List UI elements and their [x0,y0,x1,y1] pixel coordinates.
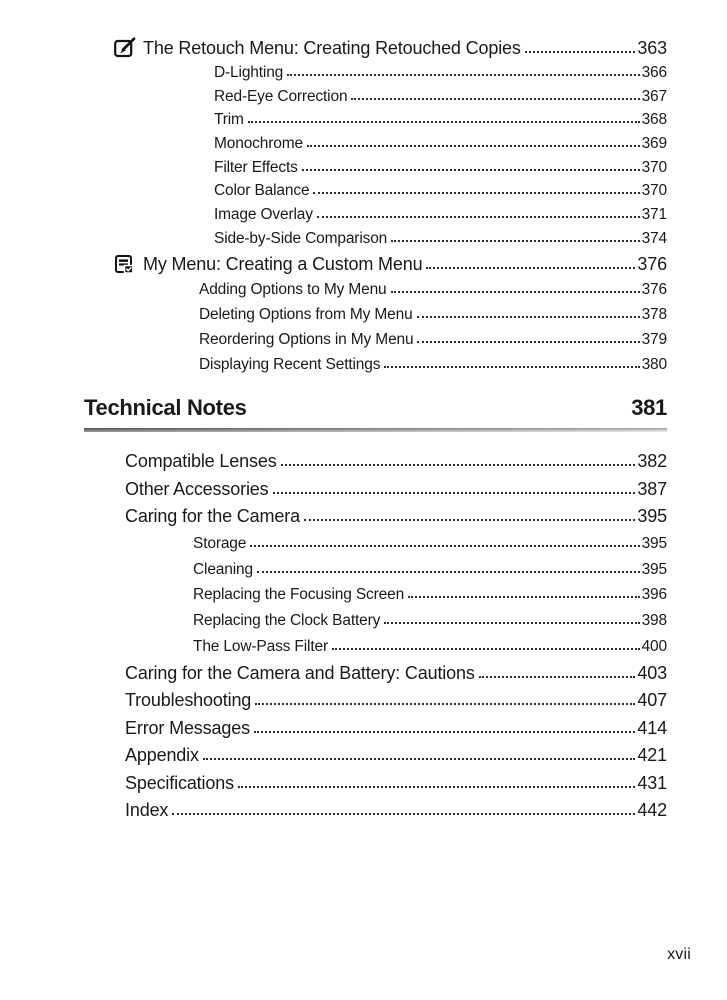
toc-entry-label: Troubleshooting [125,690,252,711]
dot-leader [250,545,639,547]
toc-entry-label: My Menu: Creating a Custom Menu [143,253,423,274]
toc-entry [84,251,667,277]
toc-entry-page-number: 431 [637,772,667,793]
toc-entry [84,35,667,61]
chapter-heading-row [84,395,667,421]
toc-entry [84,448,667,476]
dot-leader [351,98,639,100]
toc-entry [84,687,667,715]
toc-entry [84,156,667,180]
toc-entry [84,557,667,583]
dot-leader [384,622,639,624]
toc-entry-page-number: 378 [641,305,667,323]
toc-entry-label: Cleaning [193,560,253,578]
dot-leader [426,267,635,269]
toc-entry [84,503,667,531]
toc-entry-page-number: 367 [641,87,667,105]
toc-menu-section [84,35,667,377]
toc-entry [84,108,667,132]
dot-leader [417,341,639,343]
toc-entry-label: Replacing the Focusing Screen [193,586,405,604]
toc-entry-label: Compatible Lenses [125,451,277,472]
table-of-contents [84,35,667,825]
toc-chapter-section [84,448,667,824]
dot-leader [257,571,640,573]
toc-entry-label: Side-by-Side Comparison [214,229,388,247]
toc-entry [84,61,667,85]
toc-entry-label: Image Overlay [214,206,313,224]
toc-entry-page-number: 370 [641,158,667,176]
toc-entry-page-number: 407 [637,690,667,711]
toc-entry-page-number: 395 [641,534,667,552]
toc-entry-label: Caring for the Camera [125,506,300,527]
dot-leader [302,169,640,171]
toc-entry-page-number: 382 [637,451,667,472]
toc-entry-label: Red-Eye Correction [214,87,348,105]
toc-entry [84,797,667,825]
toc-entry-label: Filter Effects [214,158,298,176]
dot-leader [408,596,640,598]
toc-entry [84,227,667,251]
my-menu-icon [113,252,137,276]
toc-entry [84,327,667,352]
toc-entry [84,608,667,634]
toc-entry-page-number: 368 [641,111,667,129]
toc-entry-page-number: 376 [637,253,667,274]
toc-entry [84,85,667,109]
dot-leader [248,121,640,123]
dot-leader [391,291,640,293]
dot-leader [287,74,639,76]
dot-leader [203,758,636,760]
toc-entry-label: Displaying Recent Settings [199,356,381,374]
toc-entry-label: Deleting Options from My Menu [199,305,413,323]
toc-entry-page-number: 398 [641,612,667,630]
dot-leader [254,731,635,733]
chapter-title: Technical Notes [84,395,247,421]
toc-entry-label: D-Lighting [214,64,284,81]
toc-entry-page-number: 395 [637,506,667,527]
toc-entry [84,302,667,327]
toc-entry-page-number: 380 [641,356,667,374]
toc-entry-label: Adding Options to My Menu [199,280,387,298]
toc-entry [84,770,667,798]
chapter-page-number: 381 [631,395,667,421]
toc-entry [84,352,667,377]
toc-entry-label: Monochrome [214,135,303,153]
toc-entry [84,660,667,688]
toc-entry [84,634,667,660]
dot-leader [307,145,640,147]
dot-leader [417,316,640,318]
toc-entry [84,531,667,557]
dot-leader [313,192,639,194]
toc-entry-page-number: 370 [641,182,667,200]
toc-entry-page-number: 366 [641,64,667,81]
toc-entry-page-number: 403 [637,662,667,683]
folio-page-number: xvii [667,946,691,963]
toc-entry [84,277,667,302]
toc-entry [84,715,667,743]
toc-entry-label: Caring for the Camera and Battery: Cautions [125,662,475,683]
chapter-divider-rule [84,428,667,432]
dot-leader [304,519,635,521]
toc-entry-label: Trim [214,111,244,129]
dot-leader [479,676,636,678]
dot-leader [273,492,636,494]
toc-entry [84,742,667,770]
dot-leader [238,786,635,788]
dot-leader [281,464,636,466]
dot-leader [317,216,640,218]
toc-entry-label: Appendix [125,745,199,766]
toc-entry-label: Replacing the Clock Battery [193,612,381,630]
toc-entry [84,203,667,227]
toc-entry-label: Index [125,800,169,821]
toc-entry-label: Reordering Options in My Menu [199,330,414,348]
toc-entry-page-number: 376 [641,280,667,298]
toc-entry-page-number: 442 [637,800,667,821]
toc-entry-page-number: 421 [637,745,667,766]
toc-entry [84,476,667,504]
toc-entry-page-number: 371 [641,206,667,224]
toc-entry [84,179,667,203]
toc-entry-page-number: 395 [641,560,667,578]
toc-entry-page-number: 414 [637,717,667,738]
toc-entry-label: Color Balance [214,182,310,200]
toc-entry-label: Error Messages [125,717,250,738]
toc-entry-page-number: 400 [641,637,667,655]
toc-entry [84,132,667,156]
dot-leader [384,366,639,368]
toc-entry-label: The Low-Pass Filter [193,637,328,655]
toc-entry-label: Other Accessories [125,478,269,499]
retouch-menu-icon [113,36,137,60]
dot-leader [525,51,636,53]
toc-entry-page-number: 396 [641,586,667,604]
toc-entry-page-number: 363 [637,38,667,58]
toc-entry [84,582,667,608]
toc-entry-page-number: 379 [641,330,667,348]
toc-entry-label: Storage [193,534,247,552]
toc-entry-page-number: 369 [641,135,667,153]
dot-leader [391,240,639,242]
toc-entry-page-number: 374 [641,229,667,247]
dot-leader [172,813,635,815]
toc-entry-page-number: 387 [637,478,667,499]
toc-entry-label: Specifications [125,772,234,793]
dot-leader [332,648,640,650]
dot-leader [255,703,635,705]
toc-entry-label: The Retouch Menu: Creating Retouched Copies [143,38,521,58]
